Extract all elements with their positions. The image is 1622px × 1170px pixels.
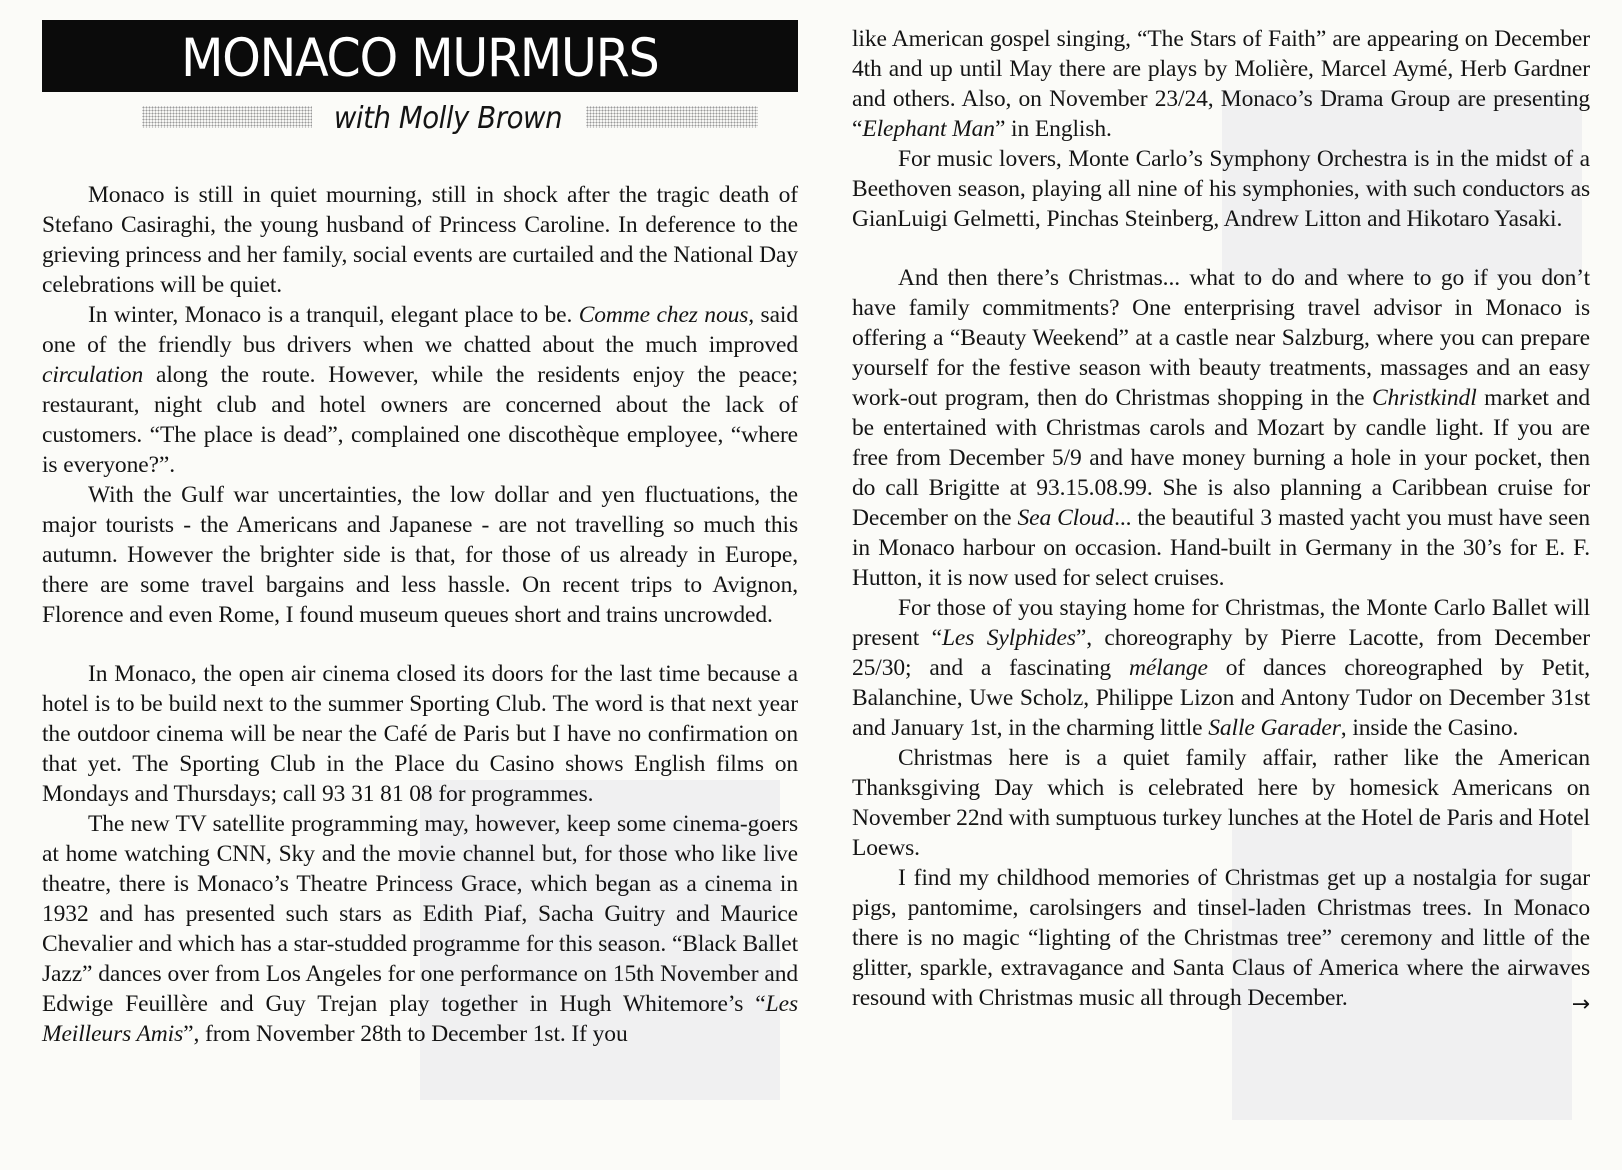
article-paragraph [42,480,798,630]
byline-row [42,94,798,142]
left-column [42,20,798,1049]
paragraph-text: market and be entertained with Christmas carols and Mozart by candle light. If you are free from December 5/9 and have money burning a hole in your pocket, then do call Brigitte at 93.15.08.99. She is also planning a Caribbean cruise for December on the [852,385,1590,531]
dot-rule-left [142,106,312,128]
paragraph-text: ... the beautiful 3 masted yacht you must have seen in Monaco harbour on occasion. Hand-built in Germany in the 30’s for E. F. Hutton, it is now used for select cruises. [852,505,1590,591]
article-paragraph [852,263,1590,593]
right-column-body [852,24,1590,1013]
italic-phrase: Les Meilleurs Amis [42,991,798,1047]
continue-arrow-icon: → [1571,992,1590,1017]
italic-phrase: Les Sylphides [941,625,1076,651]
italic-phrase: Elephant Man [862,116,995,142]
paragraph-text: ”, choreography by Pierre Lacotte, from December 25/30; and a fascinating [852,625,1590,681]
italic-phrase: mélange [1128,655,1208,681]
paragraph-text: said one of the friendly bus drivers when we chatted about the much improved [42,302,799,358]
paragraph-text: For music lovers, Monte Carlo’s Symphony Orchestra is in the midst of a Beethoven season, playing all nine of his symphonies, with such conductors as GianLuigi Gelmetti, Pinchas Steinberg, Andrew Litton and Hikotaro Yasaki. [852,146,1590,232]
paragraph-text: like American gospel singing, “The Stars of Faith” are appearing on December 4th and up until May there are plays by Molière, Marcel Aymé, Herb Gardner and others. Also, on November 23/24, Monaco’s Drama Group are presenting “ [852,26,1590,142]
paragraph-text: , inside the Casino. [1340,715,1519,741]
paragraph-text: Monaco is still in quiet mourning, still in shock after the tragic death of Stefano Casiraghi, the young husband of Princess Caroline. In deference to the grieving princess and her family, social events are curtailed and the National Day celebrations will be quiet. [42,182,798,298]
dot-rule-right [586,106,758,128]
paragraph-text: of dances choreographed by Petit, Balanchine, Uwe Scholz, Philippe Lizon and Antony Tudor on December 31st and January 1st, in the charming little [852,655,1590,741]
paragraph-text: Christmas here is a quiet family affair, rather like the American Thanksgiving Day which is celebrated here by homesick Americans on November 22nd with sumptuous turkey lunches at the Hotel de Paris and Hotel Loews. [852,745,1590,861]
italic-phrase: Comme chez nous, [578,302,755,328]
paragraph-text: ”, from November 28th to December 1st. If you [183,1021,628,1047]
article-paragraph [852,24,1590,144]
paragraph-text: The new TV satellite programming may, however, keep some cinema-goers at home watching CNN, Sky and the movie channel but, for those who like live theatre, there is Monaco’s Theatre Princess Grace, which began as a cinema in 1932 and has presented such stars as Edith Piaf, Sacha Guitry and Maurice Chevalier and which has a star-studded programme for this season. “Black Ballet Jazz” dances over from Los Angeles for one performance on 15th November and Edwige Feuillère and Guy Trejan play together in Hugh Whitemore’s “ [42,811,798,1017]
italic-phrase: Christkindl [1371,385,1477,411]
paragraph-text: With the Gulf war uncertainties, the low dollar and yen fluctuations, the major tourists - the Americans and Japanese - are not travelling so much this autumn. However the brighter side is that, for those of us already in Europe, there are some travel bargains and less hassle. On recent trips to Avignon, Florence and even Rome, I found museum queues short and trains uncrowded. [42,482,798,628]
article-paragraph [852,593,1590,743]
paragraph-text: In winter, Monaco is a tranquil, elegant place to be. [88,302,579,328]
article-paragraph [42,659,798,809]
paragraph-text: I find my childhood memories of Christmas get up a nostalgia for sugar pigs, pantomime, carolsingers and tinsel-laden Christmas trees. In Monaco there is no magic “lighting of the Christmas tree” ceremony and little of the glitter, sparkle, extravagance and Santa Claus of America where the airwaves resound with Christmas music all through December. [852,865,1590,1011]
paragraph-text: For those of you staying home for Christmas, the Monte Carlo Ballet will present “ [852,595,1590,651]
article-paragraph [852,144,1590,234]
column-title: MONACO MURMURS [181,27,659,89]
article-paragraph [42,300,798,480]
paragraph-text: In Monaco, the open air cinema closed its doors for the last time because a hotel is to be build next to the summer Sporting Club. The word is that next year the outdoor cinema will be near the Café de Paris but I have no confirmation on that yet. The Sporting Club in the Place du Casino shows English films on Mondays and Thursdays; call 93 31 81 08 for programmes. [42,661,798,807]
paragraph-text: along the route. However, while the residents enjoy the peace; restaurant, night club and hotel owners are concerned about the lack of customers. “The place is dead”, complained one discothèque employee, “where is everyone?”. [42,362,798,478]
paragraph-text: And then there’s Christmas... what to do and where to go if you don’t have family commitments? One enterprising travel advisor in Monaco is offering a “Beauty Weekend” at a castle near Salzburg, where you can prepare yourself for the festive season with beauty treatments, massages and an easy work-out program, then do Christmas shopping in the [852,265,1590,411]
article-paragraph [852,743,1590,863]
masthead-banner [42,20,798,92]
byline: with Molly Brown [333,101,563,136]
article-paragraph [42,180,798,300]
paragraph-text: ” in English. [994,116,1112,142]
italic-phrase: circulation [42,362,144,388]
right-column [852,24,1590,1017]
article-paragraph [852,863,1590,1013]
article-paragraph [42,809,798,1049]
left-column-body [42,180,798,1049]
italic-phrase: Sea Cloud [1017,505,1115,531]
italic-phrase: Salle Garader [1208,715,1341,741]
